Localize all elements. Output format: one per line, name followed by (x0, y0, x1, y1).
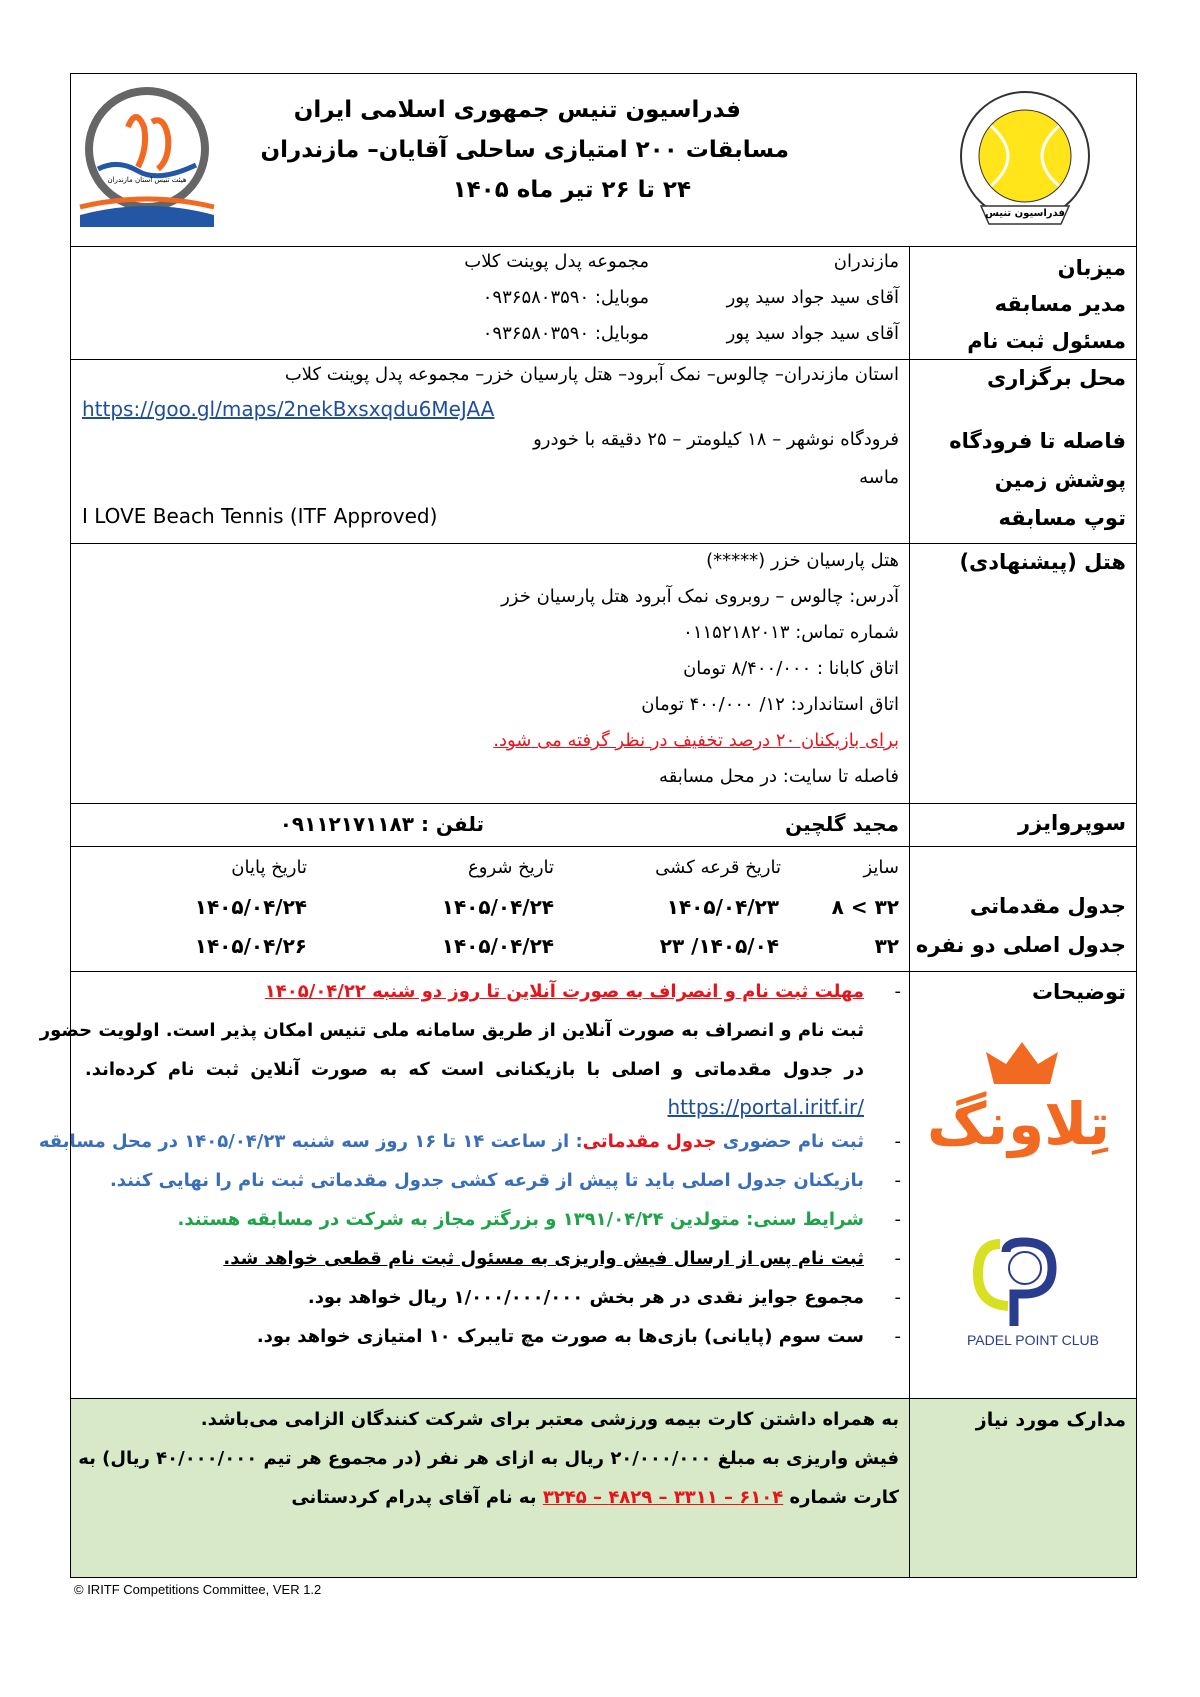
hotel-discount: برای بازیکنان ۲۰ درصد تخفیف در نظر گرفته می شود. (493, 730, 899, 751)
bullet-3: - (894, 1170, 901, 1191)
host-content (71, 247, 909, 359)
main-draw-date: ۱۴۰۵/۰۴/ ۲۳ (659, 934, 779, 958)
hotel-distance: فاصله تا سایت: در محل مسابقه (659, 766, 899, 787)
label-supervisor: سوپروایزر (1017, 811, 1126, 835)
venue-value: استان مازندران– چالوس– نمک آبرود– هتل پارسیان خزر– مجموعه پدل پوینت کلاب (284, 364, 899, 385)
venue-row (71, 360, 1136, 544)
tennis-federation-logo (951, 86, 1099, 234)
bullet-2: - (894, 1131, 901, 1152)
label-ball: توپ مسابقه (998, 506, 1126, 530)
note-online-line2: در جدول مقدماتی و اصلی با بازیکنانی است که به صورت آنلاین ثبت نام کرده‌اند. (84, 1059, 864, 1080)
venue-content (71, 360, 909, 543)
header-subtitle: مسابقات ۲۰۰ امتیازی ساحلی آقایان– مازندران (260, 137, 789, 163)
note-prize: مجموع جوایز نقدی در هر بخش ۱/۰۰۰/۰۰۰/۰۰۰ ریال خواهد بود. (307, 1287, 864, 1308)
note-online-line1: ثبت نام و انصراف به صورت آنلاین از طریق سامانه ملی تنیس امکان پذیر است. اولویت حضور (39, 1020, 864, 1041)
registrar-name: آقای سید جواد سید پور (726, 323, 899, 344)
hotel-name: هتل پارسیان خزر (*****) (706, 550, 899, 571)
qual-start-date: ۱۴۰۵/۰۴/۲۴ (441, 895, 554, 919)
label-qualifying: جدول مقدماتی (969, 894, 1126, 918)
note-tiebreak: ست سوم (پایانی) بازی‌ها به صورت مچ تایبرک ۱۰ امتیازی خواهد بود. (256, 1326, 864, 1347)
telavang-wordmark: تِلاونگ (926, 1090, 1110, 1158)
label-docs: مدارک مورد نیاز (975, 1409, 1126, 1431)
host-label-cell (909, 247, 1136, 359)
header-end-date: تاریخ پایان (231, 857, 307, 878)
draw-content (71, 847, 909, 971)
docs-card-prefix: کارت شماره (783, 1487, 899, 1508)
supervisor-label-cell (909, 804, 1136, 846)
surface-value: ماسه (859, 467, 899, 488)
mazandaran-board-text: هیئت تنیس استان مازندران (107, 176, 187, 184)
hotel-content (71, 544, 909, 803)
host-value: مازندران (833, 251, 899, 272)
note-deadline: مهلت ثبت نام و انصراف به صورت آنلاین تا روز دو شنبه ۱۴۰۵/۰۴/۲۲ (264, 981, 864, 1002)
supervisor-content (71, 804, 909, 846)
label-venue: محل برگزاری (987, 366, 1126, 390)
bullet-4: - (894, 1209, 901, 1230)
header-row (71, 74, 1136, 247)
padel-point-wordmark: PADEL POINT CLUB (966, 1332, 1099, 1348)
docs-card-owner: به نام آقای پدرام کردستانی (291, 1487, 543, 1508)
label-surface: پوشش زمین (994, 468, 1126, 492)
header-dates: ۲۴ تا ۲۶ تیر ماه ۱۴۰۵ (452, 177, 691, 203)
header-start-date: تاریخ شروع (468, 857, 554, 878)
notes-content (38, 972, 909, 1398)
padel-point-sponsor-logo (948, 1234, 1118, 1354)
hotel-phone: شماره تماس: ۰۱۱۵۲۱۸۲۰۱۳ (683, 622, 899, 643)
label-notes: توضیحات (1031, 980, 1126, 1004)
docs-content (71, 1399, 909, 1577)
docs-insurance: به همراه داشتن کارت بیمه ورزشی معتبر برای شرکت کنندگان الزامی می‌باشد. (200, 1409, 899, 1430)
document-frame (38, 73, 1137, 1578)
note-final-registration: ثبت نام پس از ارسال فیش واریزی به مسئول ثبت نام قطعی خواهد شد. (223, 1248, 864, 1269)
main-start-date: ۱۴۰۵/۰۴/۲۴ (441, 934, 554, 958)
label-main-draw: جدول اصلی دو نفره (915, 933, 1126, 957)
venue-label-cell (909, 360, 1136, 543)
notes-label-cell (909, 972, 1136, 1398)
qual-end-date: ۱۴۰۵/۰۴/۲۴ (194, 895, 307, 919)
bullet-7: - (894, 1326, 901, 1347)
telavang-sponsor-logo (926, 1034, 1110, 1174)
mazandaran-board-logo (78, 87, 216, 239)
note-inperson-c: : از ساعت ۱۴ تا ۱۶ روز سه شنبه ۱۴۰۵/۰۴/۲۳ در محل مسابقه (38, 1131, 583, 1152)
hotel-row (71, 544, 1136, 804)
host-row (71, 247, 1136, 360)
main-size: ۳۲ (874, 934, 899, 958)
note-inperson-b: جدول مقدماتی (582, 1131, 717, 1152)
host-venue: مجموعه پدل پوینت کلاب (464, 251, 649, 272)
supervisor-phone: تلفن : ۰۹۱۱۲۱۷۱۱۸۳ (279, 812, 484, 836)
header-title: فدراسیون تنیس جمهوری اسلامی ایران (293, 97, 741, 123)
venue-map-link[interactable]: https://goo.gl/maps/2nekBxsxqdu6MeJAA (82, 397, 495, 421)
hotel-cabana-price: اتاق کابانا : ۸/۴۰۰/۰۰۰ تومان (683, 658, 899, 679)
bullet-1: - (894, 981, 901, 1002)
main-end-date: ۱۴۰۵/۰۴/۲۶ (194, 934, 307, 958)
footer-copyright: © IRITF Competitions Committee, VER 1.2 (74, 1582, 322, 1597)
docs-payment-line: فیش واریزی به مبلغ ۲۰/۰۰۰/۰۰۰ ریال به ازای هر نفر (در مجموع هر تیم ۴۰/۰۰۰/۰۰۰ ریال) به (78, 1448, 899, 1469)
hotel-standard-price: اتاق استاندارد: ۱۲/ ۴۰۰/۰۰۰ تومان (641, 694, 899, 715)
qual-draw-date: ۱۴۰۵/۰۴/۲۳ (666, 895, 779, 919)
manager-name: آقای سید جواد سید پور (726, 287, 899, 308)
docs-label-cell (909, 1399, 1136, 1577)
qual-size: ۳۲ > ۸ (831, 895, 899, 919)
bullet-6: - (894, 1287, 901, 1308)
docs-card-number: ۶۱۰۴ – ۳۳۱۱ – ۴۸۲۹ – ۳۲۴۵ (542, 1487, 784, 1508)
registrar-mobile: موبایل: ۰۹۳۶۵۸۰۳۵۹۰ (482, 323, 649, 344)
label-manager: مدیر مسابقه (994, 292, 1126, 316)
manager-mobile: موبایل: ۰۹۳۶۵۸۰۳۵۹۰ (482, 287, 649, 308)
header-draw-date: تاریخ قرعه کشی (655, 857, 781, 878)
note-inperson-a: ثبت نام حضوری (716, 1131, 864, 1152)
note-age-rule: شرایط سنی: متولدین ۱۳۹۱/۰۴/۲۴ و بزرگتر مجاز به شرکت در مسابقه هستند. (177, 1209, 864, 1230)
supervisor-row (71, 804, 1136, 847)
header-size: سایز (863, 857, 899, 878)
tennis-federation-banner: فدراسیون تنیس (985, 208, 1065, 219)
hotel-label-cell (909, 544, 1136, 803)
label-registrar: مسئول ثبت نام (967, 329, 1126, 353)
draw-row (71, 847, 1136, 972)
docs-row (71, 1399, 1136, 1577)
airport-value: فرودگاه نوشهر – ۱۸ کیلومتر – ۲۵ دقیقه با خودرو (533, 429, 899, 450)
bullet-5: - (894, 1248, 901, 1269)
label-hotel: هتل (پیشنهادی) (959, 550, 1126, 574)
hotel-address: آدرس: چالوس – روبروی نمک آبرود هتل پارسیان خزر (501, 586, 899, 607)
label-airport: فاصله تا فرودگاه (949, 429, 1126, 453)
docs-card-line (291, 1487, 899, 1508)
ball-value: I LOVE Beach Tennis (ITF Approved) (82, 504, 438, 528)
note-inperson (39, 1131, 864, 1152)
supervisor-name: مجید گلچین (785, 812, 899, 836)
label-host: میزبان (1057, 256, 1126, 280)
draw-label-cell (909, 847, 1136, 971)
notes-row (38, 972, 1136, 1399)
portal-link[interactable]: https://portal.iritf.ir/ (667, 1095, 864, 1119)
note-main-players: بازیکنان جدول اصلی باید تا پیش از قرعه کشی جدول مقدماتی ثبت نام را نهایی کنند. (109, 1170, 864, 1191)
